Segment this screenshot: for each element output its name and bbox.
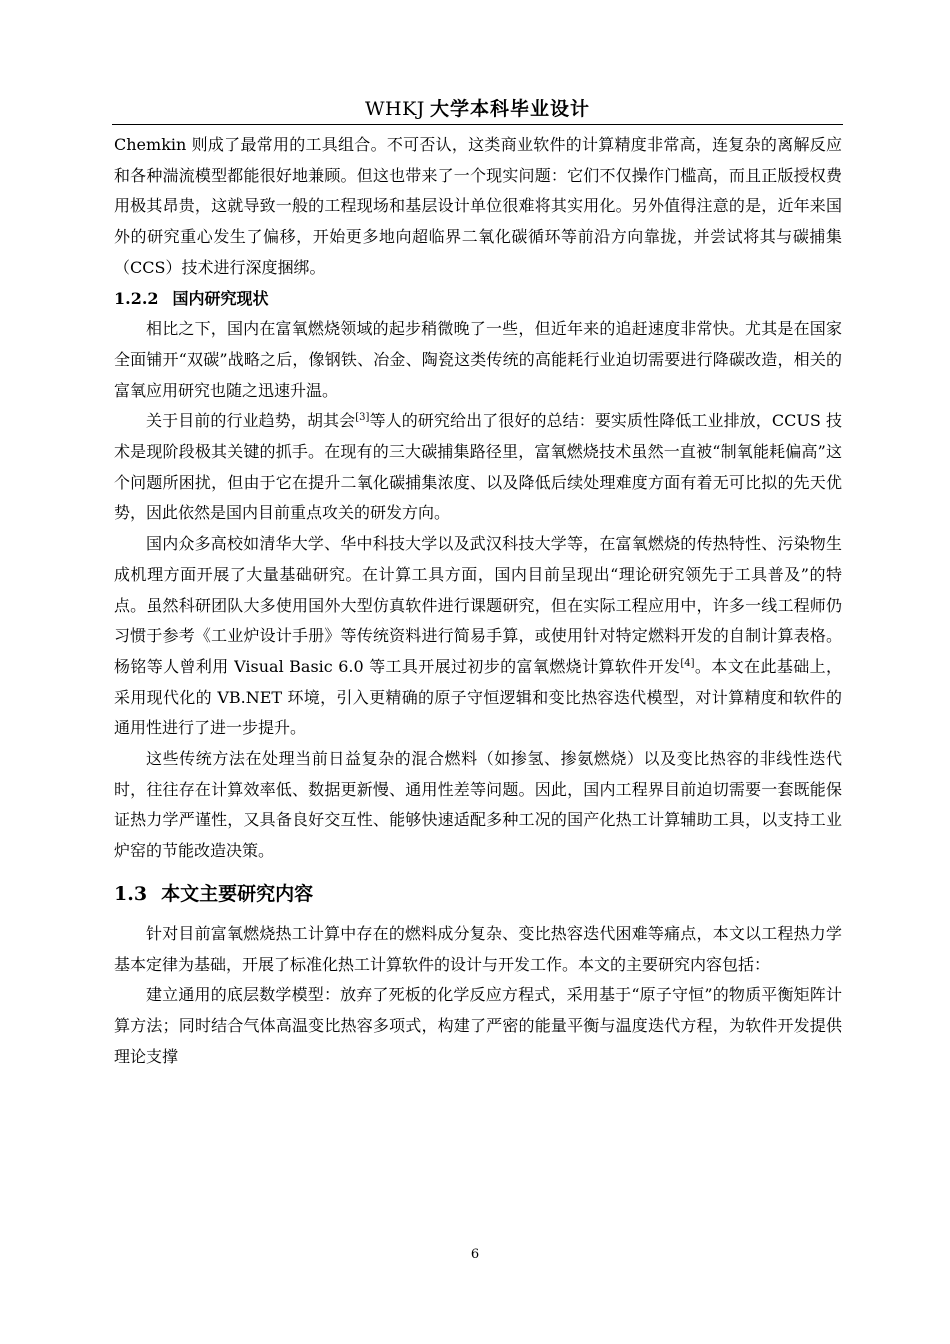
paragraph-text: 国内众多高校如清华大学、华中科技大学以及武汉科技大学等，在富氧燃烧的传热特性、污染物生成机理方面开展了大量基础研究。在计算工具方面，国内目前呈现出“理论研究领先于工具普及”的特点。虽然科研团队大多使用国外大型仿真软件进行课题研究，但在实际工程应用中，许多一线工程师仍习惯于参考《工业炉设计手册》等传统资料进行简易手算，或使用针对特定燃料开发的自制计算表格。杨铭等人曾利用 Visual Basic 6.0 等工具开展过初步的富氧燃烧计算软件开发 <box>114 534 842 676</box>
page-header <box>112 94 843 125</box>
paragraph: 针对目前富氧燃烧热工计算中存在的燃料成分复杂、变比热容迭代困难等痛点，本文以工程热力学基本定律为基础，开展了标准化热工计算软件的设计与开发工作。本文的主要研究内容包括： <box>114 923 842 974</box>
paragraph <box>114 529 842 744</box>
page-content <box>114 130 842 1072</box>
citation-link[interactable]: [3] <box>355 412 370 424</box>
section-heading-1-3 <box>114 877 842 911</box>
citation-link[interactable]: [4] <box>680 657 695 669</box>
header-title: 大学本科毕业设计 <box>430 98 591 120</box>
section-number: 1.2.2 <box>114 288 159 308</box>
paragraph-text: 关于目前的行业趋势，胡其会 <box>146 411 356 431</box>
page-number: 6 <box>470 1247 480 1262</box>
paragraph-text: 。本文在此基础上，采用现代化的 VB.NET 环境，引入更精确的原子守恒逻辑和变比热容迭代模型，对计算精度和软件的通用性进行了进一步提升。 <box>114 656 842 738</box>
paragraph-text: 等人的研究给出了很好的总结：要实质性降低工业排放，CCUS 技术是现阶段极其关键的抓手。在现有的三大碳捕集路径里，富氧燃烧技术虽然一直被“制氧能耗偏高”这个问题所困扰，但由于它在提升二氧化碳捕集浓度、以及降低后续处理难度方面有着无可比拟的先天优势，因此依然是国内目前重点攻关的研发方向。 <box>114 411 842 523</box>
paragraph <box>114 406 842 529</box>
section-title: 本文主要研究内容 <box>161 882 314 905</box>
section-heading-1-2-2 <box>114 284 842 315</box>
paragraph-continued: Chemkin 则成了最常用的工具组合。不可否认，这类商业软件的计算精度非常高，连复杂的离解反应和各种湍流模型都能很好地兼顾。但这也带来了一个现实问题：它们不仅操作门槛高，而且正版授权费用极其昂贵，这就导致一般的工程现场和基层设计单位很难将其实用化。另外值得注意的是，近年来国外的研究重心发生了偏移，开始更多地向超临界二氧化碳循环等前沿方向靠拢，并尝试将其与碳捕集（CCS）技术进行深度捆绑。 <box>114 135 842 277</box>
paragraph: 建立通用的底层数学模型：放弃了死板的化学反应方程式，采用基于“原子守恒”的物质平衡矩阵计算方法；同时结合气体高温变比热容多项式，构建了严密的能量平衡与温度迭代方程，为软件开发提供理论支撑 <box>114 985 842 1066</box>
paragraph: 这些传统方法在处理当前日益复杂的混合燃料（如掺氢、掺氨燃烧）以及变比热容的非线性迭代时，往往存在计算效率低、数据更新慢、通用性差等问题。因此，国内工程界目前迫切需要一套既能保证热力学严谨性，又具备良好交互性、能够快速适配多种工况的国产化热工计算辅助工具，以支持工业炉窑的节能改造决策。 <box>114 749 842 861</box>
header-prefix: WHKJ <box>364 98 425 120</box>
paragraph: 相比之下，国内在富氧燃烧领域的起步稍微晚了一些，但近年来的追赶速度非常快。尤其是在国家全面铺开“双碳”战略之后，像钢铁、冶金、陶瓷这类传统的高能耗行业迫切需要进行降碳改造，相关的富氧应用研究也随之迅速升温。 <box>114 319 842 400</box>
section-number: 1.3 <box>114 882 148 905</box>
section-title: 国内研究现状 <box>172 288 269 308</box>
